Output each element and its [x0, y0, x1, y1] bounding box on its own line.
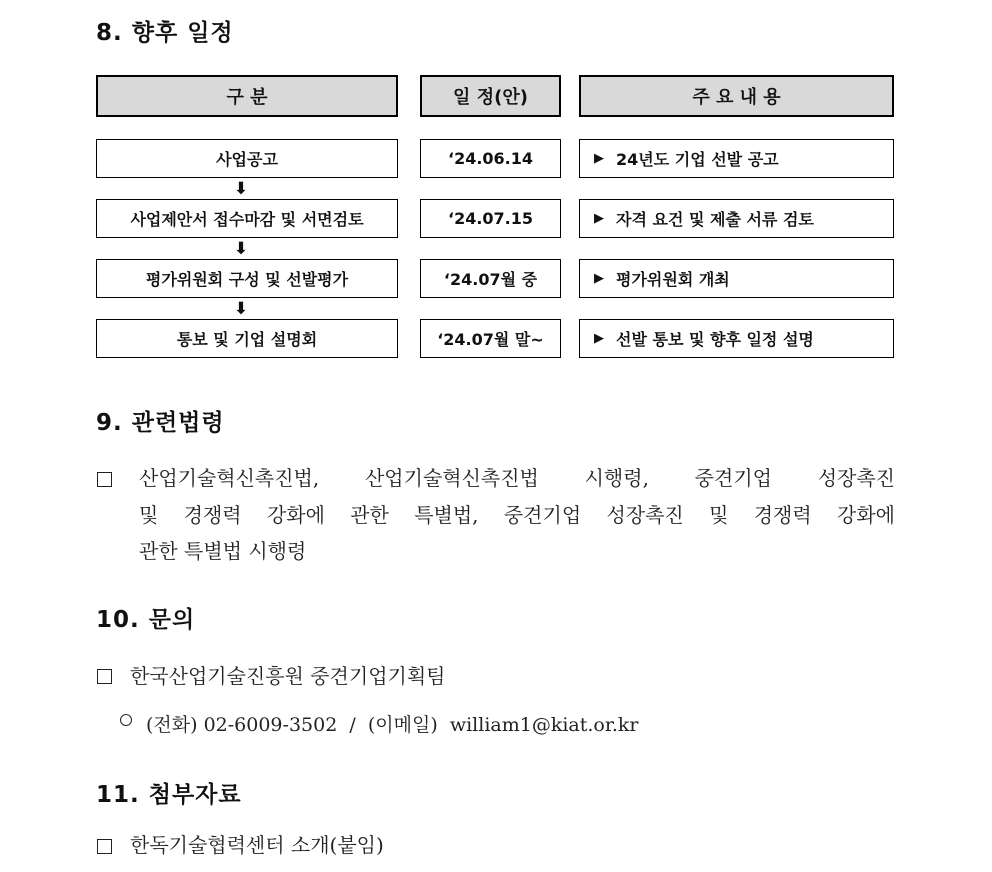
law-list-line-3: 관한 특별법 시행령: [139, 539, 307, 563]
play-triangle-icon: ▶: [594, 271, 604, 286]
column-header-category: 구 분: [96, 75, 398, 117]
date-cell-1: ‘24.06.14: [420, 139, 561, 178]
checkbox-square-icon: [97, 839, 112, 854]
column-header-content: 주 요 내 용: [579, 75, 894, 117]
stage-cell-4: 통보 및 기업 설명회: [96, 319, 398, 358]
content-cell-1: [579, 139, 894, 178]
law-list-line-1: 산업기술혁신촉진법, 산업기술혁신촉진법 시행령, 중견기업 성장촉진: [139, 466, 895, 490]
date-cell-2: ‘24.07.15: [420, 199, 561, 238]
circle-bullet-icon: [120, 714, 132, 726]
section-9-heading: 9. 관련법령: [96, 410, 225, 436]
play-triangle-icon: ▶: [594, 331, 604, 346]
content-cell-4: [579, 319, 894, 358]
content-text: 24년도 기업 선발 공고: [616, 150, 779, 169]
content-cell-2: [579, 199, 894, 238]
content-cell-3: [579, 259, 894, 298]
section-8-heading: 8. 향후 일정: [96, 20, 234, 46]
content-text: 자격 요건 및 제출 서류 검토: [616, 210, 814, 229]
section-10-heading: 10. 문의: [96, 607, 196, 633]
inquiry-organization: 한국산업기술진흥원 중견기업기획팀: [130, 664, 446, 688]
contact-info: (전화) 02-6009-3502 / (이메일) william1@kiat.or.kr: [146, 714, 639, 736]
section-11-heading: 11. 첨부자료: [96, 782, 242, 808]
down-arrow-icon: ⬇: [233, 299, 249, 319]
date-cell-4: ‘24.07월 말~: [420, 319, 561, 358]
stage-cell-3: 평가위원회 구성 및 선발평가: [96, 259, 398, 298]
play-triangle-icon: ▶: [594, 211, 604, 226]
content-text: 선발 통보 및 향후 일정 설명: [616, 330, 814, 349]
law-list-line-2: 및 경쟁력 강화에 관한 특별법, 중견기업 성장촉진 및 경쟁력 강화에: [139, 503, 895, 527]
checkbox-square-icon: [97, 472, 112, 487]
content-text: 평가위원회 개최: [616, 270, 730, 289]
attachment-item: 한독기술협력센터 소개(붙임): [130, 833, 384, 857]
down-arrow-icon: ⬇: [233, 179, 249, 199]
stage-cell-2: 사업제안서 접수마감 및 서면검토: [96, 199, 398, 238]
play-triangle-icon: ▶: [594, 151, 604, 166]
column-header-schedule: 일 정(안): [420, 75, 561, 117]
down-arrow-icon: ⬇: [233, 239, 249, 259]
checkbox-square-icon: [97, 669, 112, 684]
date-cell-3: ‘24.07월 중: [420, 259, 561, 298]
stage-cell-1: 사업공고: [96, 139, 398, 178]
